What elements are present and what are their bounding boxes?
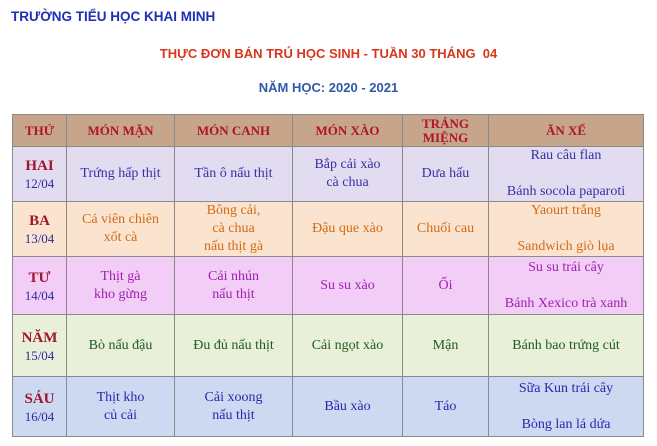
stir-fry-cell [293, 315, 403, 377]
stir-fry-cell [293, 202, 403, 257]
main-dish-cell [67, 202, 175, 257]
snack-text: Rau câu flan [530, 148, 602, 163]
snack-text: Bòng lan lá dứa [521, 416, 611, 432]
soup-text: nấu thịt [212, 286, 255, 302]
snack-cell [489, 257, 644, 315]
soup-cell [175, 202, 293, 257]
dessert-cell [403, 147, 489, 202]
soup-text: Cải nhún [208, 268, 259, 284]
day-date: 15/04 [24, 347, 55, 363]
col-header-dessert-line2: MIỆNG [422, 129, 469, 145]
soup-text: nấu thịt [212, 407, 255, 423]
main-dish-text: kho gừng [93, 286, 148, 302]
stir-fry-cell [293, 147, 403, 202]
dessert-text: Mận [432, 337, 459, 353]
soup-text: Đu đủ nấu thịt [193, 337, 274, 353]
stir-fry-text: Bầu xào [324, 398, 371, 414]
col-header-soup: MÓN CANH [175, 115, 293, 147]
main-dish-text: củ cải [103, 407, 138, 423]
soup-text: nấu thịt gà [203, 239, 264, 254]
soup-text: cà chua [212, 221, 255, 236]
col-header-day: THỨ [13, 115, 67, 147]
stir-fry-text: Cải ngọt xào [311, 337, 384, 353]
col-header-main-dish: MÓN MẶN [67, 115, 175, 147]
main-dish-cell [67, 315, 175, 377]
table-row [13, 315, 644, 377]
soup-text: Bông cải, [206, 203, 261, 218]
snack-text: Bánh Xexico trà xanh [504, 295, 628, 311]
stir-fry-text: Bắp cải xào [314, 157, 381, 172]
line-spacer [492, 220, 640, 238]
dessert-cell [403, 315, 489, 377]
soup-cell [175, 315, 293, 377]
main-dish-text: Trứng hấp thịt [80, 166, 161, 181]
line-spacer [492, 277, 640, 295]
stir-fry-text: cà chua [326, 175, 369, 190]
snack-text: Sữa Kun trái cây [518, 380, 614, 396]
table-row [13, 202, 644, 257]
day-name: NĂM [21, 329, 58, 346]
snack-cell [489, 377, 644, 437]
table-row [13, 147, 644, 202]
snack-text: Bánh socola paparoti [506, 184, 626, 199]
dessert-text: Táo [434, 398, 457, 414]
table-row [13, 257, 644, 315]
day-date: 12/04 [24, 176, 55, 191]
menu-title: THỰC ĐƠN BÁN TRÚ HỌC SINH - TUẦN 30 THÁNG 04 [159, 46, 498, 61]
day-name: SÁU [24, 390, 55, 407]
main-dish-text: Thịt kho [96, 389, 145, 405]
soup-cell [175, 257, 293, 315]
stir-fry-cell [293, 377, 403, 437]
col-header-stir-fry: MÓN XÀO [293, 115, 403, 147]
soup-cell [175, 377, 293, 437]
day-name: BA [29, 213, 50, 229]
soup-text: Tần ô nấu thịt [194, 166, 273, 181]
school-year: NĂM HỌC: 2020 - 2021 [258, 80, 399, 95]
day-cell [13, 257, 67, 315]
main-dish-text: Cá viên chiên [82, 212, 159, 227]
dessert-cell [403, 202, 489, 257]
day-cell [13, 315, 67, 377]
stir-fry-cell [293, 257, 403, 315]
col-header-snack: ĂN XẾ [489, 115, 644, 147]
dessert-cell [403, 377, 489, 437]
day-name: TƯ [28, 269, 51, 286]
snack-cell [489, 202, 644, 257]
school-name: TRƯỜNG TIỂU HỌC KHAI MINH [11, 9, 216, 24]
day-cell [13, 202, 67, 257]
day-name: HAI [25, 158, 54, 174]
stir-fry-text: Su su xào [320, 277, 375, 293]
soup-text: Cải xoong [204, 389, 263, 405]
snack-text: Sandwich giò lụa [517, 239, 615, 254]
day-date: 14/04 [24, 287, 55, 303]
stir-fry-text: Đậu que xào [312, 221, 383, 236]
main-dish-text: Bò nấu đậu [88, 337, 153, 353]
col-header-dessert [403, 115, 489, 147]
dessert-cell [403, 257, 489, 315]
main-dish-text: Thịt gà [100, 268, 141, 284]
dessert-text: Dưa hấu [421, 166, 470, 181]
day-cell [13, 377, 67, 437]
snack-cell [489, 147, 644, 202]
day-date: 16/04 [24, 408, 55, 424]
line-spacer [492, 398, 640, 416]
main-dish-cell [67, 257, 175, 315]
dessert-text: Chuối cau [416, 221, 475, 236]
snack-text: Yaourt trắng [531, 203, 601, 218]
day-cell [13, 147, 67, 202]
soup-cell [175, 147, 293, 202]
snack-cell [489, 315, 644, 377]
line-spacer [492, 165, 640, 183]
main-dish-text: xốt cà [103, 230, 138, 245]
day-date: 13/04 [24, 231, 55, 246]
snack-text: Bánh bao trứng cút [512, 337, 620, 353]
table-row [13, 377, 644, 437]
table-header-row [13, 115, 644, 147]
col-header-dessert-line1: TRÁNG [422, 115, 469, 131]
snack-text: Su su trái cây [528, 259, 604, 275]
main-dish-cell [67, 377, 175, 437]
main-dish-cell [67, 147, 175, 202]
lunch-menu-table [12, 114, 644, 437]
dessert-text: Ổi [438, 277, 453, 293]
